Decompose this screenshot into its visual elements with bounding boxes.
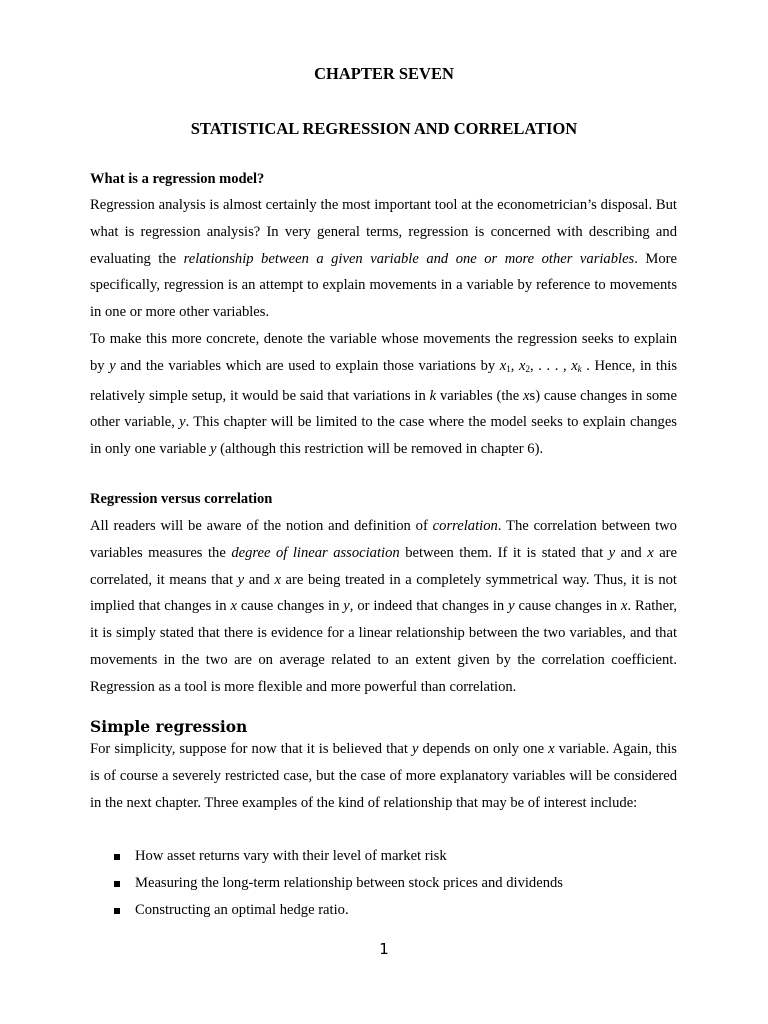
math-var: y [343, 598, 350, 615]
list-item [90, 897, 678, 924]
math-var: x [621, 598, 628, 615]
math-var: x [230, 598, 237, 615]
square-bullet-icon [114, 908, 120, 914]
text-run: and the variables which are used to explain those variations by [115, 357, 500, 374]
subscript: 2 [525, 363, 530, 374]
text-run: All readers will be aware of the notion and definition of [90, 518, 433, 534]
examples-list [90, 843, 678, 924]
math-var: y [608, 544, 616, 561]
list-item-text: How asset returns vary with their level of market risk [135, 848, 447, 864]
list-item-text: Measuring the long-term relationship between stock prices and dividends [135, 875, 563, 891]
paragraph-simple-regression [90, 736, 677, 816]
text-run: For simplicity, suppose for now that it is believed that [90, 741, 412, 757]
text-run: cause changes in [236, 598, 344, 615]
math-var: k [429, 387, 437, 404]
math-var: y [209, 441, 217, 458]
text-run: , or indeed that changes in [349, 598, 509, 615]
text-run: . Rather, it is simply stated that there is evidence for a linear relationship between the two variables, and that movements in the two are on average related to an extent given by the correlation coefficient. Regression as a tool is more flexible and more powerful than correlation. [90, 598, 677, 695]
subscript: 1 [506, 363, 511, 374]
text-run: . Hence, in this relatively simple setup, it would be said that variations in [90, 357, 678, 404]
subscript: k [577, 363, 582, 374]
emphasis-run: degree of linear association [231, 544, 400, 561]
chapter-title: STATISTICAL REGRESSION AND CORRELATION [190, 119, 578, 138]
text-run: , . . . , [530, 357, 572, 374]
square-bullet-icon [114, 881, 120, 887]
list-item [90, 843, 678, 870]
list-item-text: Constructing an optimal hedge ratio. [135, 902, 349, 918]
text-run: between them. If it is stated that [399, 544, 609, 561]
paragraph-regression-intro [90, 192, 677, 326]
math-var: x [274, 571, 281, 588]
emphasis-run: correlation [432, 518, 498, 534]
text-run: depends on only one [418, 741, 549, 757]
math-var: x [571, 357, 578, 374]
text-run: are correlated, it means that [90, 544, 678, 588]
text-run: To make this more concrete, denote the variable whose movements the regression seeks to explain by [90, 331, 677, 374]
emphasis-run: relationship between a given variable and one or more other variables [183, 250, 635, 267]
math-var: y [508, 598, 515, 615]
text-run: cause changes in [514, 598, 621, 615]
math-var: x [519, 357, 526, 374]
text-run: s) cause changes in some other variable, [90, 387, 678, 431]
section-heading-regression-model: What is a regression model? [90, 171, 265, 187]
math-var: x [647, 544, 654, 561]
math-var: y [179, 414, 186, 431]
text-run: . This chapter will be limited to the case where the model seeks to explain changes in only one variable [90, 414, 677, 458]
text-run: Regression analysis is almost certainly the most important tool at the econometrician’s disposal. But what is regression analysis? In very general terms, regression is concerned with describing and evaluating the [90, 197, 677, 267]
page-number: 1 [379, 940, 389, 958]
paragraph-regression-notation [90, 326, 677, 463]
math-var: y [237, 571, 245, 588]
math-var: y [109, 357, 116, 374]
text-run: . The correlation between two variables measures the [90, 518, 677, 561]
math-var: x [523, 387, 530, 404]
chapter-label: CHAPTER SEVEN [314, 64, 454, 83]
math-var: x [499, 357, 507, 374]
section-heading-simple-regression: Simple regression [90, 717, 248, 736]
text-run: , [510, 357, 520, 374]
math-var: y [412, 741, 419, 757]
text-run: (although this restriction will be removed in chapter 6). [216, 441, 544, 458]
math-var: x [548, 741, 555, 757]
paragraph-regression-vs-correlation [90, 513, 677, 701]
text-run: and [615, 544, 648, 561]
text-run: variable. Again, this is of course a severely restricted case, but the case of more explanatory variables will be considered in the next chapter. Three examples of the kind of relationship that may be of interest include: [90, 741, 677, 811]
text-run: variables (the [436, 387, 524, 404]
section-heading-regression-vs-correlation: Regression versus correlation [90, 491, 273, 507]
list-item [90, 870, 678, 897]
text-run: . More specifically, regression is an attempt to explain movements in a variable by reference to movements in one or more other variables. [90, 250, 677, 321]
square-bullet-icon [114, 854, 120, 860]
text-run: and [244, 571, 275, 588]
text-run: are being treated in a completely symmetrical way. Thus, it is not implied that changes in [90, 571, 677, 615]
